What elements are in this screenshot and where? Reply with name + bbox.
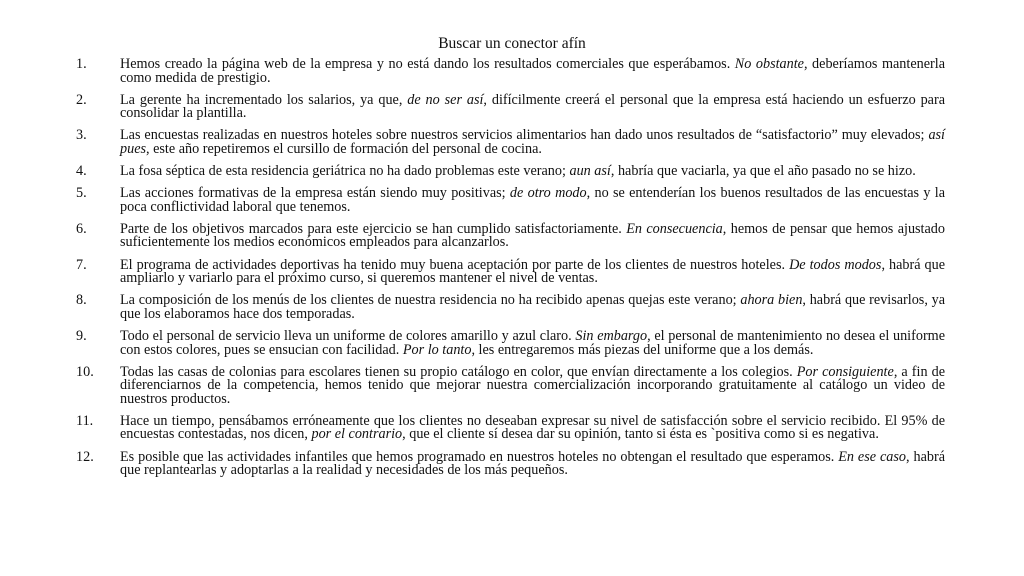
item-number-label: 12. xyxy=(76,448,94,465)
connector-phrase: En consecuencia xyxy=(626,220,723,237)
sentence-fragment: Todas las casas de colonias para escolares tienen su propio catálogo en color, que envían directamente a los colegios. xyxy=(120,363,797,380)
item-sentence xyxy=(120,330,945,357)
sentence-fragment: , habría que vaciarla, ya que el año pasado no se hizo. xyxy=(610,163,916,180)
item-sentence xyxy=(120,448,945,479)
sentence-fragment: Todo el personal de servicio lleva un uniforme de colores amarillo y azul claro. xyxy=(120,328,576,344)
sentence-fragment: , habrá que replantearlas y adoptarlas a la realidad y necesidades de los más pequeños. xyxy=(120,448,945,479)
list-item xyxy=(0,256,1024,287)
sentence-fragment: La gerente ha incrementado los salarios, ya que, xyxy=(120,91,408,108)
list-item xyxy=(0,412,1024,443)
list-item xyxy=(0,165,1024,179)
item-number xyxy=(0,330,98,357)
connector-phrase: No obstante xyxy=(734,56,804,72)
sentence-fragment: Parte de los objetivos marcados para este ejercicio se han cumplido satisfactoriamente. xyxy=(120,220,627,237)
list-item xyxy=(0,187,1024,214)
list-item xyxy=(0,363,1024,407)
sentence-fragment: , el personal de mantenimiento no desea el uniforme con estos colores, pues se ensucian con facilidad. xyxy=(120,328,945,358)
item-sentence xyxy=(120,256,945,287)
connector-phrase: así pues xyxy=(120,127,945,157)
item-number-label: 10. xyxy=(76,363,94,380)
item-number xyxy=(0,412,98,442)
item-number-label: 2. xyxy=(76,91,87,108)
sentence-fragment: , a fin de diferenciarnos de la competencia, hemos tenido que mejorar nuestra comercialización incorporando gratuitamente al catálogo un video de nuestros productos. xyxy=(120,363,945,407)
list-item xyxy=(0,294,1024,321)
item-number-label: 6. xyxy=(76,220,87,237)
slide-title: Buscar un conector afín xyxy=(438,35,586,52)
item-number xyxy=(0,187,98,214)
item-number xyxy=(0,129,98,156)
item-number-label: 8. xyxy=(76,292,87,309)
list-item xyxy=(0,448,1024,479)
item-number xyxy=(0,58,98,85)
item-sentence xyxy=(120,187,945,214)
item-number-label: 5. xyxy=(76,185,87,202)
item-number-label: 1. xyxy=(76,56,87,72)
item-number xyxy=(0,91,98,121)
connector-phrase: Por consiguiente xyxy=(796,363,894,380)
list-item xyxy=(0,220,1024,251)
sentence-fragment: Es posible que las actividades infantiles que hemos programado en nuestros hoteles no obtengan el resultado que esperamos. xyxy=(120,448,839,465)
item-number-label: 11. xyxy=(76,412,94,429)
list-item xyxy=(0,129,1024,156)
sentence-fragment: , que el cliente sí desea dar su opinión, tanto si ésta es `positiva como si es negativa. xyxy=(402,426,879,443)
item-number xyxy=(0,448,98,478)
sentence-fragment: Las encuestas realizadas en nuestros hoteles sobre nuestros servicios alimentarios han dado unos resultados de “satisfactorio” muy elevados; xyxy=(120,127,929,144)
sentence-fragment: Hemos creado la página web de la empresa y no está dando los resultados comerciales que esperábamos. xyxy=(120,56,735,72)
sentence-fragment: , difícilmente creerá el personal que la empresa está haciendo un esfuerzo para consolidar la plantilla. xyxy=(120,91,946,122)
connector-phrase: por el contrario xyxy=(311,426,403,443)
connector-phrase: Sin embargo xyxy=(575,328,648,344)
sentence-fragment: La fosa séptica de esta residencia geriátrica no ha dado problemas este verano; xyxy=(120,163,570,180)
sentence-fragment: , habrá que revisarlos, ya que los elaboramos hace dos temporadas. xyxy=(120,292,945,322)
sentence-fragment: , no se entenderían los buenos resultados de las encuestas y la poca conflictividad laboral que tenemos. xyxy=(120,185,945,215)
connector-phrase: de no ser así xyxy=(407,91,484,108)
item-sentence xyxy=(120,165,945,179)
item-number-label: 3. xyxy=(76,127,87,144)
item-number xyxy=(0,165,98,179)
connector-phrase: aun así xyxy=(569,163,611,180)
sentence-fragment: Las acciones formativas de la empresa están siendo muy positivas; xyxy=(120,185,510,202)
list-item xyxy=(0,58,1024,85)
connector-phrase: ahora bien xyxy=(740,292,803,309)
item-sentence xyxy=(120,129,945,156)
item-sentence xyxy=(120,220,945,251)
item-sentence xyxy=(120,363,945,407)
item-number xyxy=(0,220,98,250)
connector-phrase: En ese caso xyxy=(838,448,906,465)
sentence-fragment: , les entregaremos más piezas del uniforme que a los demás. xyxy=(471,341,814,358)
list-item xyxy=(0,91,1024,122)
item-number xyxy=(0,256,98,286)
item-sentence xyxy=(120,294,945,321)
item-sentence xyxy=(120,91,946,122)
exercise-list xyxy=(0,58,1024,486)
item-number-label: 9. xyxy=(76,328,87,344)
connector-phrase: de otro modo xyxy=(509,185,587,202)
item-sentence xyxy=(120,412,945,443)
sentence-fragment: , deberíamos mantenerla como medida de prestigio. xyxy=(120,56,945,86)
sentence-fragment: El programa de actividades deportivas ha tenido muy buena aceptación por parte de los clientes de nuestros hoteles. xyxy=(120,256,790,273)
item-number-label: 4. xyxy=(76,163,87,180)
sentence-fragment: , habrá que ampliarlo y variarlo para el próximo curso, si queremos mantener el nivel de ventas. xyxy=(120,256,945,287)
item-number xyxy=(0,363,98,407)
sentence-fragment: La composición de los menús de los clientes de nuestra residencia no ha recibido apenas quejas este verano; xyxy=(120,292,741,309)
item-sentence xyxy=(120,58,945,85)
sentence-fragment: Hace un tiempo, pensábamos erróneamente que los clientes no deseaban expresar su nivel de satisfacción sobre el servicio recibido. El 95% de encuestas contestadas, nos dicen, xyxy=(120,412,945,443)
sentence-fragment: , hemos de pensar que hemos ajustado suficientemente los medios económicos empleados para alcanzarlos. xyxy=(120,220,945,251)
item-number-label: 7. xyxy=(76,256,87,273)
connector-phrase: De todos modos xyxy=(789,256,882,273)
list-item xyxy=(0,330,1024,357)
connector-phrase: Por lo tanto xyxy=(402,341,472,358)
sentence-fragment: , este año repetiremos el cursillo de formación del personal de cocina. xyxy=(146,140,542,157)
item-number xyxy=(0,294,98,321)
